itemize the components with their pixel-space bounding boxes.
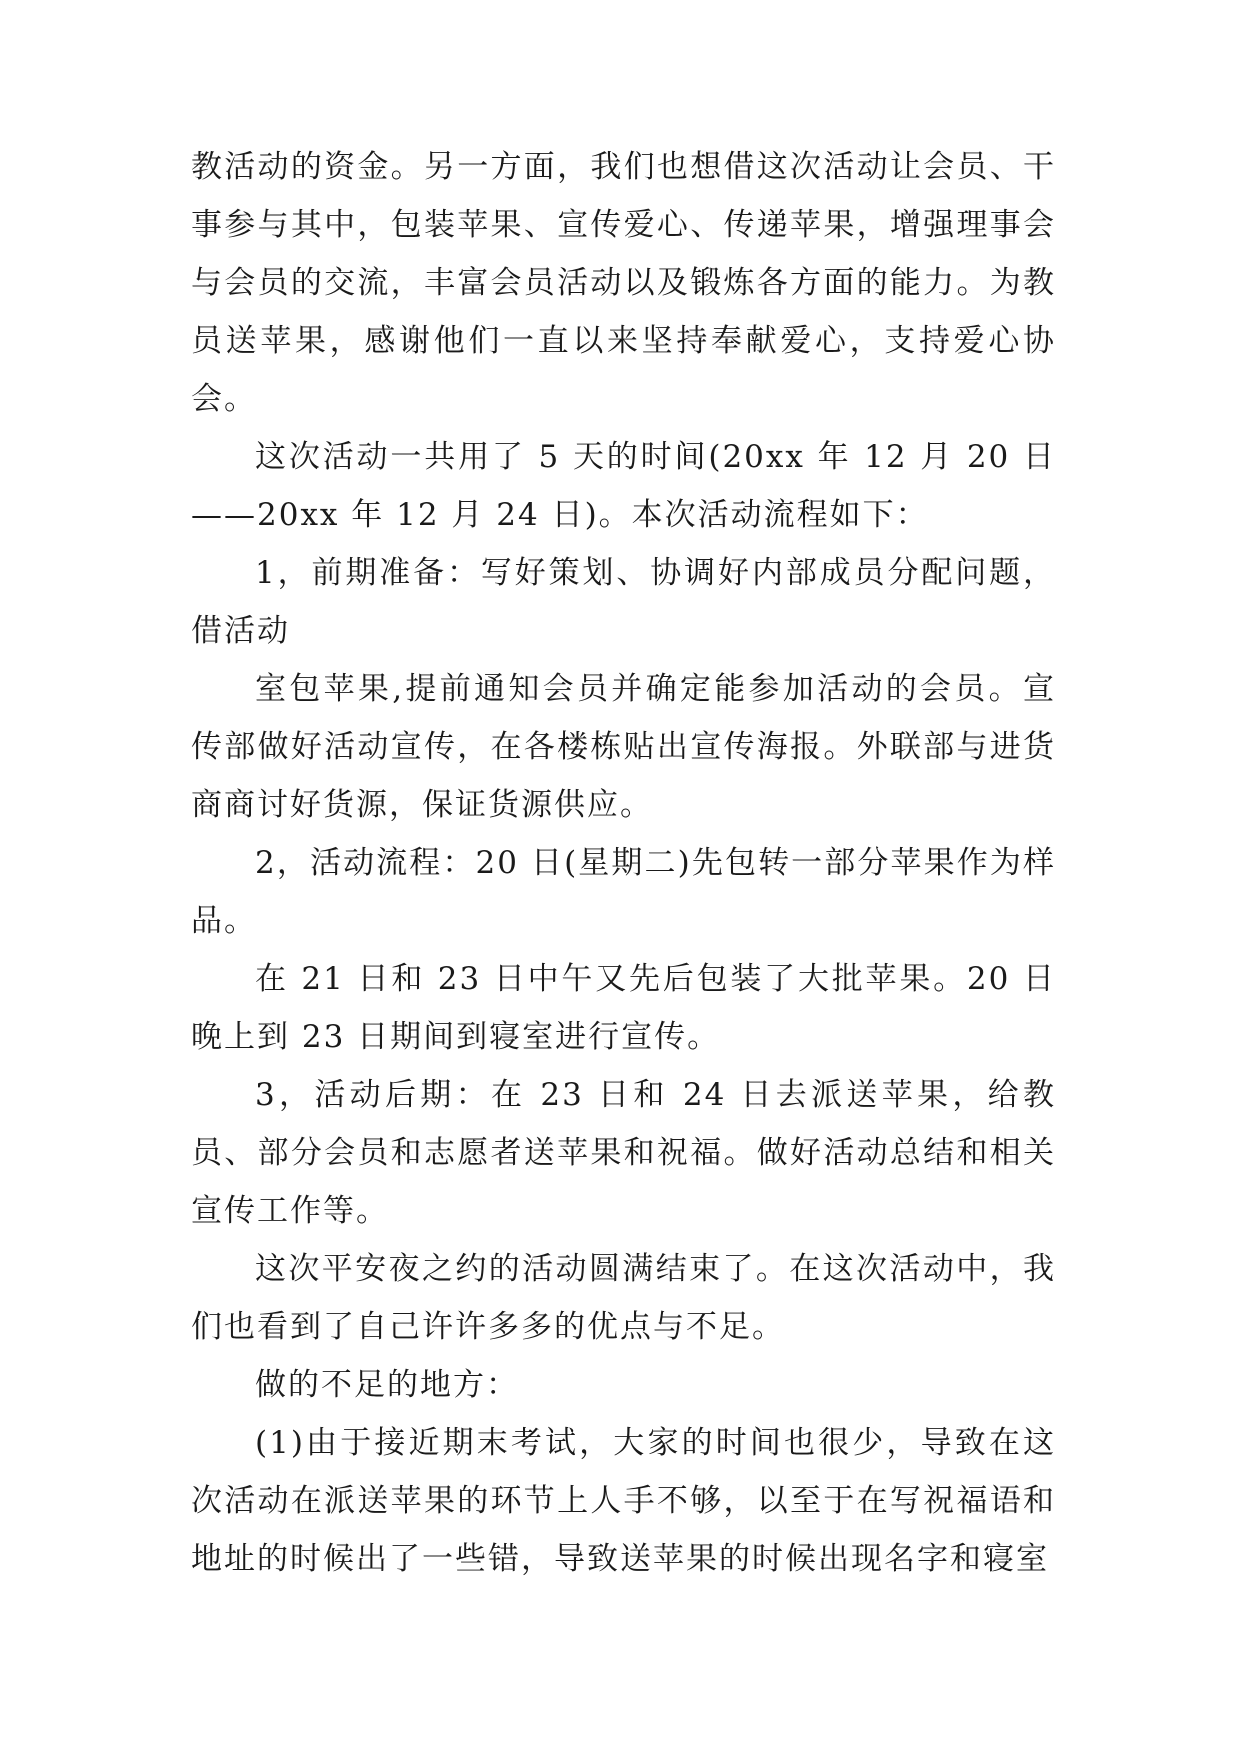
paragraph: 教活动的资金。另一方面，我们也想借这次活动让会员、干事参与其中，包装苹果、宣传爱心、传递苹果，增强理事会与会员的交流，丰富会员活动以及锻炼各方面的能力。为教员送苹果，感谢他们一直以来坚持奉献爱心，支持爱心协会。: [191, 149, 1056, 417]
paragraph: 做的不足的地方：: [255, 1367, 519, 1403]
paragraph: 1，前期准备：写好策划、协调好内部成员分配问题，借活动: [191, 555, 1056, 649]
document-body: [191, 138, 1056, 1588]
paragraph: 在 21 日和 23 日中午又先后包装了大批苹果。20 日晚上到 23 日期间到寝室进行宣传。: [191, 961, 1056, 1055]
paragraph: 这次活动一共用了 5 天的时间(20xx 年 12 月 20 日——20xx 年 12 月 24 日)。本次活动流程如下：: [191, 439, 1056, 533]
paragraph: 3，活动后期：在 23 日和 24 日去派送苹果，给教员、部分会员和志愿者送苹果和祝福。做好活动总结和相关宣传工作等。: [191, 1077, 1056, 1229]
paragraph: (1)由于接近期末考试，大家的时间也很少，导致在这次活动在派送苹果的环节上人手不够，以至于在写祝福语和地址的时候出了一些错，导致送苹果的时候出现名字和寝室: [191, 1425, 1056, 1577]
paragraph: 2，活动流程：20 日(星期二)先包转一部分苹果作为样品。: [191, 845, 1056, 939]
paragraph: 室包苹果,提前通知会员并确定能参加活动的会员。宣传部做好活动宣传，在各楼栋贴出宣传海报。外联部与进货商商讨好货源，保证货源供应。: [191, 671, 1056, 823]
paragraph: 这次平安夜之约的活动圆满结束了。在这次活动中，我们也看到了自己许许多多的优点与不足。: [191, 1251, 1056, 1345]
